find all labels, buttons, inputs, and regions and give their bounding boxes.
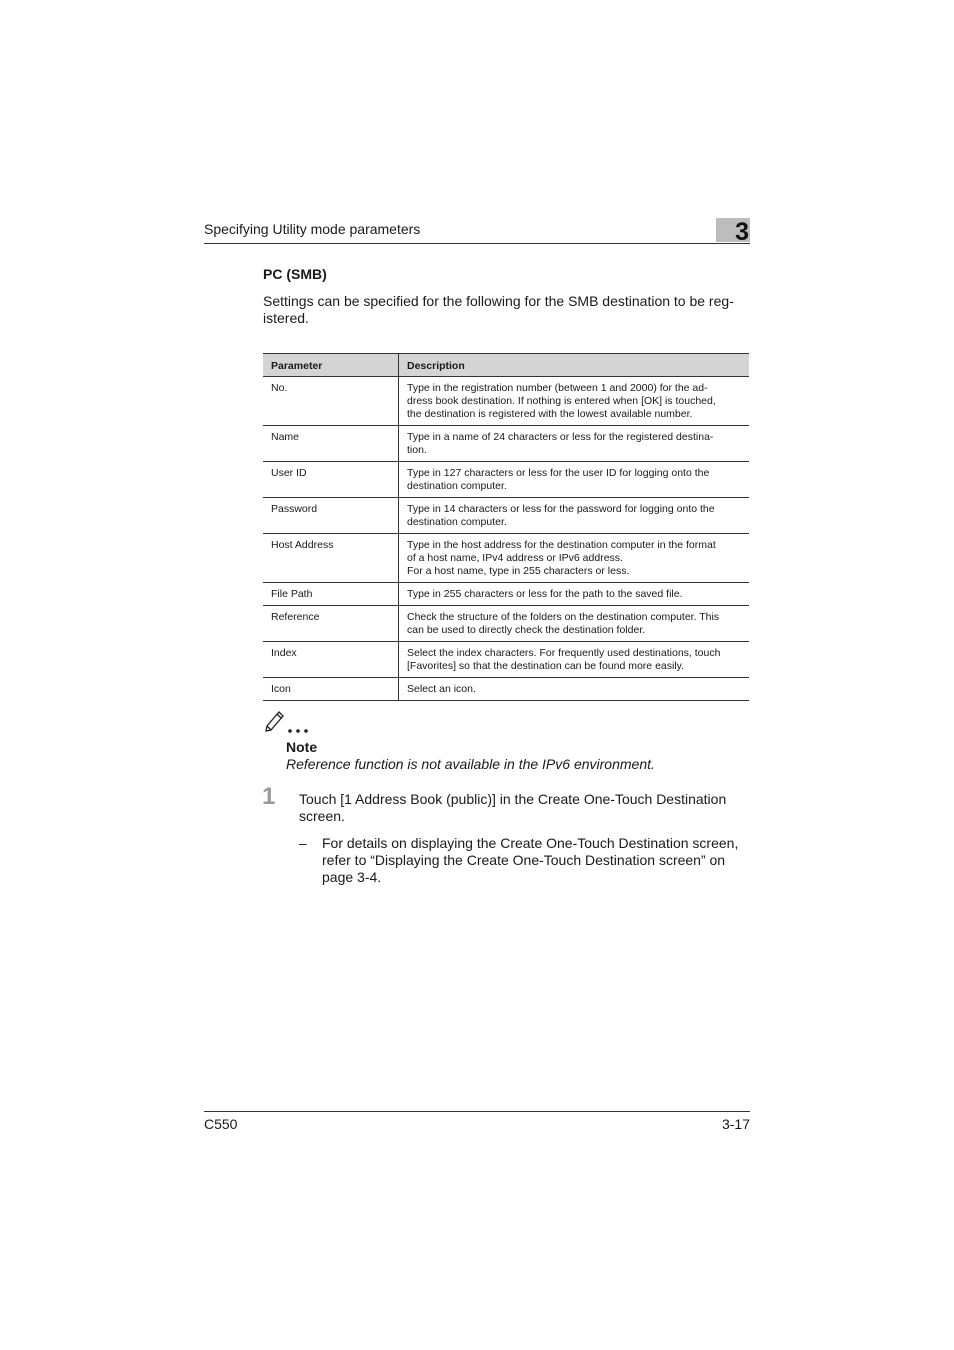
parameter-cell: File Path — [263, 583, 399, 606]
table-row — [263, 426, 749, 462]
description-line: For a host name, type in 255 characters or less. — [407, 565, 630, 577]
note-text: Reference function is not available in the IPv6 environment. — [286, 756, 655, 772]
intro-paragraph: Settings can be specified for the following for the SMB destination to be reg-istered. — [263, 293, 734, 326]
header-title: Specifying Utility mode parameters — [204, 221, 421, 237]
header-parameter: Parameter — [263, 354, 399, 377]
description-line: [Favorites] so that the destination can be found more easily. — [407, 660, 685, 672]
parameter-table — [263, 353, 749, 701]
table-row — [263, 606, 749, 642]
description-line: dress book destination. If nothing is entered when [OK] is touched, — [407, 395, 716, 407]
description-cell — [399, 534, 750, 583]
description-line: destination computer. — [407, 480, 507, 492]
pencil-note-icon — [263, 706, 311, 734]
table-row — [263, 678, 749, 701]
parameter-cell: No. — [263, 377, 399, 426]
parameter-cell: Reference — [263, 606, 399, 642]
parameter-cell: User ID — [263, 462, 399, 498]
description-line: Type in the registration number (between 1 and 2000) for the ad- — [407, 382, 708, 394]
parameter-cell: Icon — [263, 678, 399, 701]
parameter-cell: Name — [263, 426, 399, 462]
step-text: Touch [1 Address Book (public)] in the Create One-Touch Destination screen. — [299, 791, 727, 824]
footer-page-number: 3-17 — [721, 1116, 750, 1132]
description-cell — [399, 583, 750, 606]
description-line: Type in the host address for the destination computer in the format — [407, 539, 716, 551]
table-row — [263, 462, 749, 498]
description-line: tion. — [407, 444, 427, 456]
table-row — [263, 583, 749, 606]
description-line: the destination is registered with the lowest available number. — [407, 408, 693, 420]
table-row — [263, 642, 749, 678]
description-cell — [399, 678, 750, 701]
description-line: Type in 127 characters or less for the user ID for logging onto the — [407, 467, 710, 479]
page-header — [204, 218, 750, 244]
description-line: Select the index characters. For frequently used destinations, touch — [407, 647, 721, 659]
description-cell — [399, 642, 750, 678]
table-header-row — [263, 354, 749, 377]
parameter-cell: Index — [263, 642, 399, 678]
description-cell — [399, 377, 750, 426]
table-body — [263, 377, 749, 701]
table-row — [263, 498, 749, 534]
parameter-cell: Host Address — [263, 534, 399, 583]
header-description: Description — [399, 354, 750, 377]
description-line: destination computer. — [407, 516, 507, 528]
page-footer — [204, 1111, 750, 1132]
footer-model: C550 — [204, 1116, 238, 1132]
chapter-number: 3 — [735, 218, 749, 246]
description-cell — [399, 462, 750, 498]
parameter-cell: Password — [263, 498, 399, 534]
bullet-dash: – — [299, 835, 307, 851]
table-row — [263, 534, 749, 583]
description-cell — [399, 606, 750, 642]
description-line: Type in 255 characters or less for the path to the saved file. — [407, 588, 683, 600]
chapter-tab — [716, 218, 750, 246]
bullet-text: For details on displaying the Create One-Touch Destination screen, refer to “Displaying the Create One-Touch Destination screen” on page 3-4. — [322, 835, 739, 885]
table-row — [263, 377, 749, 426]
description-line: Select an icon. — [407, 683, 476, 695]
description-cell — [399, 426, 750, 462]
step-number: 1 — [262, 783, 276, 810]
description-line: of a host name, IPv4 address or IPv6 address. — [407, 552, 623, 564]
description-line: Type in 14 characters or less for the password for logging onto the — [407, 503, 715, 515]
description-cell — [399, 498, 750, 534]
section-title: PC (SMB) — [263, 266, 327, 282]
note-label: Note — [286, 739, 318, 755]
description-line: can be used to directly check the destination folder. — [407, 624, 646, 636]
description-line: Type in a name of 24 characters or less for the registered destina- — [407, 431, 714, 443]
description-line: Check the structure of the folders on the destination computer. This — [407, 611, 720, 623]
